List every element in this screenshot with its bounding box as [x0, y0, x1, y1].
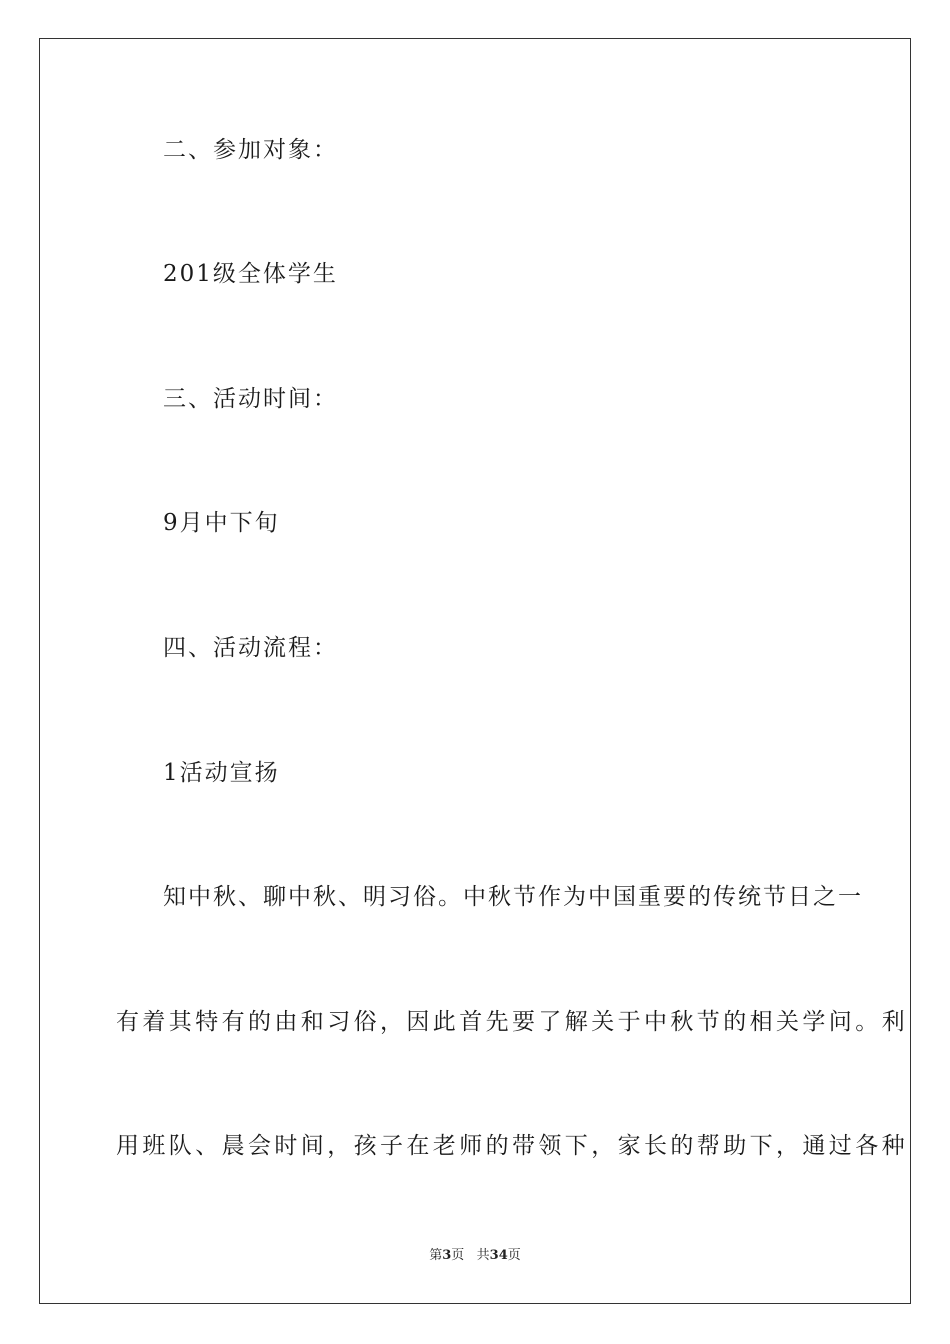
section-heading-participants: 二、参加对象： [163, 137, 338, 163]
paragraph-line-3: 用班队、晨会时间，孩子在老师的带领下，家长的帮助下，通过各种 [116, 1133, 908, 1159]
paragraph-line-1: 知中秋、聊中秋、明习俗。中秋节作为中国重要的传统节日之一 [163, 884, 863, 910]
section-heading-process: 四、活动流程： [163, 635, 338, 661]
process-step-1: 1活动宣扬 [163, 760, 280, 786]
participants-text: 201级全体学生 [163, 261, 338, 287]
footer-prefix: 第 [429, 1248, 443, 1263]
footer-total-pages: 34 [489, 1248, 508, 1263]
footer-middle: 页 共 [451, 1248, 490, 1263]
section-heading-time: 三、活动时间： [163, 386, 338, 412]
page-footer [0, 1247, 950, 1265]
footer-suffix: 页 [507, 1248, 521, 1263]
time-text: 9月中下旬 [163, 510, 280, 536]
paragraph-line-2: 有着其特有的由和习俗，因此首先要了解关于中秋节的相关学问。利 [116, 1009, 908, 1035]
page-border [39, 38, 911, 1304]
footer-current-page: 3 [442, 1248, 452, 1263]
